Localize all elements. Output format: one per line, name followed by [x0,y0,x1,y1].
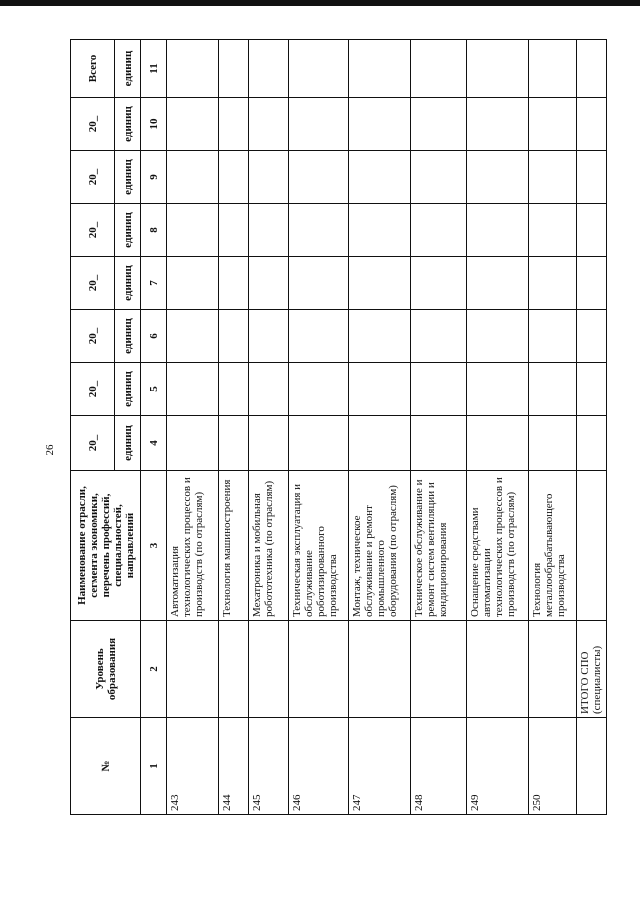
table-row [411,40,467,815]
header-no: № [71,718,141,815]
header-unit: единиц [115,151,141,204]
table-row [529,40,577,815]
row-level [219,621,249,718]
column-number-row [141,40,167,815]
table-row [289,40,349,815]
row-level [167,621,219,718]
row-name: Технология машиностроения [219,471,249,621]
row-number: 250 [529,718,577,815]
table-row [467,40,529,815]
column-number: 1 [141,718,167,815]
header-year: 20_ [71,363,115,416]
row-name: Мехатроника и мобильная робототехника (по отраслям) [249,471,289,621]
row-number: 244 [219,718,249,815]
row-level [249,621,289,718]
row-level [411,621,467,718]
top-scan-edge [0,0,640,6]
column-number: 4 [141,416,167,471]
column-number: 9 [141,151,167,204]
column-number: 8 [141,204,167,257]
header-unit: единиц [115,310,141,363]
column-number: 10 [141,98,167,151]
row-name: Техническое обслуживание и ремонт систем вентиляции и кондиционирования [411,471,467,621]
header-level: Уровень образования [71,621,141,718]
column-number: 7 [141,257,167,310]
rotated-page [70,40,631,815]
total-row [577,40,607,815]
row-number: 243 [167,718,219,815]
page-number: 26 [44,444,56,456]
total-label: ИТОГО СПО (специалисты) [577,621,607,718]
row-level [349,621,411,718]
header-unit: единиц [115,416,141,471]
header-total: Всего [71,40,115,98]
row-level [529,621,577,718]
row-name: Технология металлообрабатывающего производства [529,471,577,621]
header-year: 20_ [71,416,115,471]
header-year: 20_ [71,204,115,257]
table-row [349,40,411,815]
row-name: Монтаж, техническое обслуживание и ремонт промышленного оборудования (по отраслям) [349,471,411,621]
header-year: 20_ [71,151,115,204]
row-number: 246 [289,718,349,815]
header-unit: единиц [115,98,141,151]
column-number: 2 [141,621,167,718]
row-number: 249 [467,718,529,815]
row-name: Оснащение средствами автоматизации технологических процессов и производств (по отраслям) [467,471,529,621]
header-unit: единиц [115,204,141,257]
table-row [167,40,219,815]
specialties-table [70,39,607,815]
table-row [249,40,289,815]
header-year: 20_ [71,98,115,151]
row-level [467,621,529,718]
column-number: 3 [141,471,167,621]
header-year: 20_ [71,257,115,310]
row-name: Техническая эксплуатация и обслуживание роботизированного производства [289,471,349,621]
row-number: 245 [249,718,289,815]
table-row [219,40,249,815]
header-unit: единиц [115,363,141,416]
header-year: 20_ [71,310,115,363]
header-unit: единиц [115,257,141,310]
row-name: Автоматизация технологических процессов и производств (по отраслям) [167,471,219,621]
column-number: 5 [141,363,167,416]
row-number: 248 [411,718,467,815]
header-unit: единиц [115,40,141,98]
row-number: 247 [349,718,411,815]
column-number: 6 [141,310,167,363]
header-row-years [71,40,115,815]
column-number: 11 [141,40,167,98]
header-name: Наименование отрасли, сегмента экономики, перечень профессий, специальностей, направлений [71,471,141,621]
row-level [289,621,349,718]
